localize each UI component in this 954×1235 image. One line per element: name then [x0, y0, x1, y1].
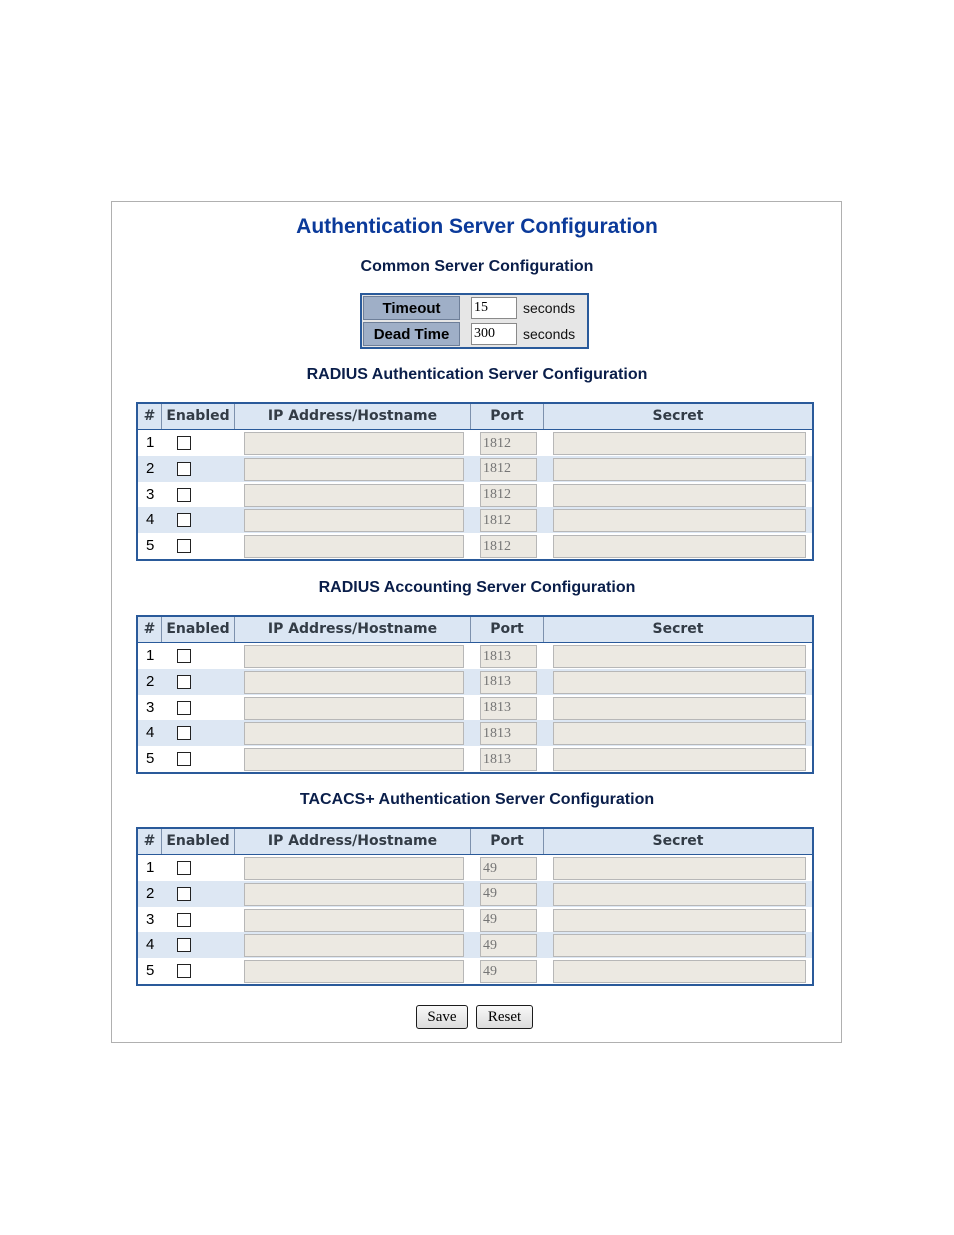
column-header-port: Port	[471, 404, 544, 429]
enabled-checkbox[interactable]	[177, 913, 191, 927]
enabled-checkbox[interactable]	[177, 539, 191, 553]
ip-hostname-input[interactable]	[244, 857, 464, 880]
secret-input[interactable]	[553, 458, 806, 481]
table-row	[138, 720, 812, 746]
table-row	[138, 958, 812, 984]
timeout-row	[362, 296, 587, 322]
secret-input[interactable]	[553, 748, 806, 771]
ip-hostname-input[interactable]	[244, 484, 464, 507]
row-number: 2	[146, 884, 155, 902]
secret-input[interactable]	[553, 432, 806, 455]
column-header-ip: IP Address/Hostname	[235, 829, 471, 854]
ip-hostname-input[interactable]	[244, 535, 464, 558]
ip-hostname-input[interactable]	[244, 645, 464, 668]
ip-hostname-input[interactable]	[244, 432, 464, 455]
column-header-secret: Secret	[652, 833, 704, 849]
port-input[interactable]	[480, 671, 537, 694]
ip-hostname-input[interactable]	[244, 960, 464, 983]
enabled-checkbox[interactable]	[177, 513, 191, 527]
port-input[interactable]	[480, 509, 537, 532]
page-title: Authentication Server Configuration	[296, 215, 658, 238]
secret-input[interactable]	[553, 960, 806, 983]
row-number: 4	[146, 724, 155, 742]
radius-acct-table	[136, 615, 814, 774]
table-row	[138, 695, 812, 721]
enabled-checkbox[interactable]	[177, 752, 191, 766]
column-header-num: #	[138, 617, 162, 642]
port-input[interactable]	[480, 748, 537, 771]
port-input[interactable]	[480, 722, 537, 745]
row-number: 4	[146, 511, 155, 529]
port-input[interactable]	[480, 857, 537, 880]
table-header	[138, 617, 812, 643]
deadtime-unit: seconds	[523, 326, 576, 342]
row-number: 5	[146, 962, 155, 980]
deadtime-label: Dead Time	[363, 322, 460, 346]
common-config-table	[360, 293, 589, 349]
secret-input[interactable]	[553, 671, 806, 694]
row-number: 1	[146, 434, 155, 451]
table-header	[138, 404, 812, 430]
timeout-input[interactable]	[471, 297, 517, 319]
tacacs-heading: TACACS+ Authentication Server Configuration	[299, 791, 655, 808]
port-input[interactable]	[480, 960, 537, 983]
ip-hostname-input[interactable]	[244, 883, 464, 906]
port-input[interactable]	[480, 909, 537, 932]
port-input[interactable]	[480, 645, 537, 668]
table-row	[138, 907, 812, 933]
row-number: 5	[146, 750, 155, 768]
enabled-checkbox[interactable]	[177, 436, 191, 450]
port-input[interactable]	[480, 484, 537, 507]
ip-hostname-input[interactable]	[244, 458, 464, 481]
row-number: 3	[146, 698, 155, 716]
table-row	[138, 430, 812, 456]
reset-button[interactable]: Reset	[476, 1005, 533, 1029]
secret-input[interactable]	[553, 883, 806, 906]
row-number: 3	[146, 485, 155, 503]
secret-input[interactable]	[553, 909, 806, 932]
save-button[interactable]: Save	[416, 1005, 468, 1029]
table-row	[138, 746, 812, 772]
enabled-checkbox[interactable]	[177, 488, 191, 502]
column-header-num: #	[138, 829, 162, 854]
secret-input[interactable]	[553, 697, 806, 720]
row-number: 1	[146, 859, 155, 876]
enabled-checkbox[interactable]	[177, 861, 191, 875]
table-row	[138, 533, 812, 559]
ip-hostname-input[interactable]	[244, 934, 464, 957]
row-number: 2	[146, 672, 155, 690]
enabled-checkbox[interactable]	[177, 701, 191, 715]
ip-hostname-input[interactable]	[244, 722, 464, 745]
secret-input[interactable]	[553, 484, 806, 507]
ip-hostname-input[interactable]	[244, 748, 464, 771]
column-header-enabled: Enabled	[162, 829, 235, 854]
ip-hostname-input[interactable]	[244, 909, 464, 932]
radius-auth-heading: RADIUS Authentication Server Configuration	[306, 366, 648, 383]
table-row	[138, 456, 812, 482]
port-input[interactable]	[480, 458, 537, 481]
port-input[interactable]	[480, 535, 537, 558]
tacacs-table	[136, 827, 814, 986]
common-config-heading: Common Server Configuration	[360, 258, 594, 275]
secret-input[interactable]	[553, 509, 806, 532]
secret-input[interactable]	[553, 934, 806, 957]
table-row	[138, 643, 812, 669]
column-header-ip: IP Address/Hostname	[235, 617, 471, 642]
column-header-port: Port	[471, 617, 544, 642]
column-header-enabled: Enabled	[162, 404, 235, 429]
ip-hostname-input[interactable]	[244, 697, 464, 720]
enabled-checkbox[interactable]	[177, 964, 191, 978]
timeout-unit: seconds	[523, 300, 576, 316]
port-input[interactable]	[480, 934, 537, 957]
row-number: 3	[146, 910, 155, 928]
deadtime-row	[362, 322, 587, 348]
secret-input[interactable]	[553, 535, 806, 558]
enabled-checkbox[interactable]	[177, 675, 191, 689]
column-header-secret: Secret	[652, 408, 704, 424]
radius-auth-table	[136, 402, 814, 561]
enabled-checkbox[interactable]	[177, 726, 191, 740]
timeout-label: Timeout	[363, 296, 460, 320]
table-row	[138, 881, 812, 907]
column-header-port: Port	[471, 829, 544, 854]
secret-input[interactable]	[553, 645, 806, 668]
port-input[interactable]	[480, 697, 537, 720]
enabled-checkbox[interactable]	[177, 649, 191, 663]
column-header-ip: IP Address/Hostname	[235, 404, 471, 429]
row-number: 2	[146, 459, 155, 477]
table-row	[138, 507, 812, 533]
enabled-checkbox[interactable]	[177, 887, 191, 901]
ip-hostname-input[interactable]	[244, 509, 464, 532]
enabled-checkbox[interactable]	[177, 938, 191, 952]
row-number: 1	[146, 647, 155, 664]
table-row	[138, 855, 812, 881]
table-row	[138, 669, 812, 695]
ip-hostname-input[interactable]	[244, 671, 464, 694]
table-row	[138, 932, 812, 958]
column-header-secret: Secret	[652, 621, 704, 637]
deadtime-input[interactable]	[471, 323, 517, 345]
secret-input[interactable]	[553, 857, 806, 880]
table-header	[138, 829, 812, 855]
port-input[interactable]	[480, 432, 537, 455]
column-header-enabled: Enabled	[162, 617, 235, 642]
table-row	[138, 482, 812, 508]
enabled-checkbox[interactable]	[177, 462, 191, 476]
row-number: 4	[146, 936, 155, 954]
radius-acct-heading: RADIUS Accounting Server Configuration	[318, 579, 636, 596]
row-number: 5	[146, 537, 155, 555]
column-header-num: #	[138, 404, 162, 429]
port-input[interactable]	[480, 883, 537, 906]
secret-input[interactable]	[553, 722, 806, 745]
